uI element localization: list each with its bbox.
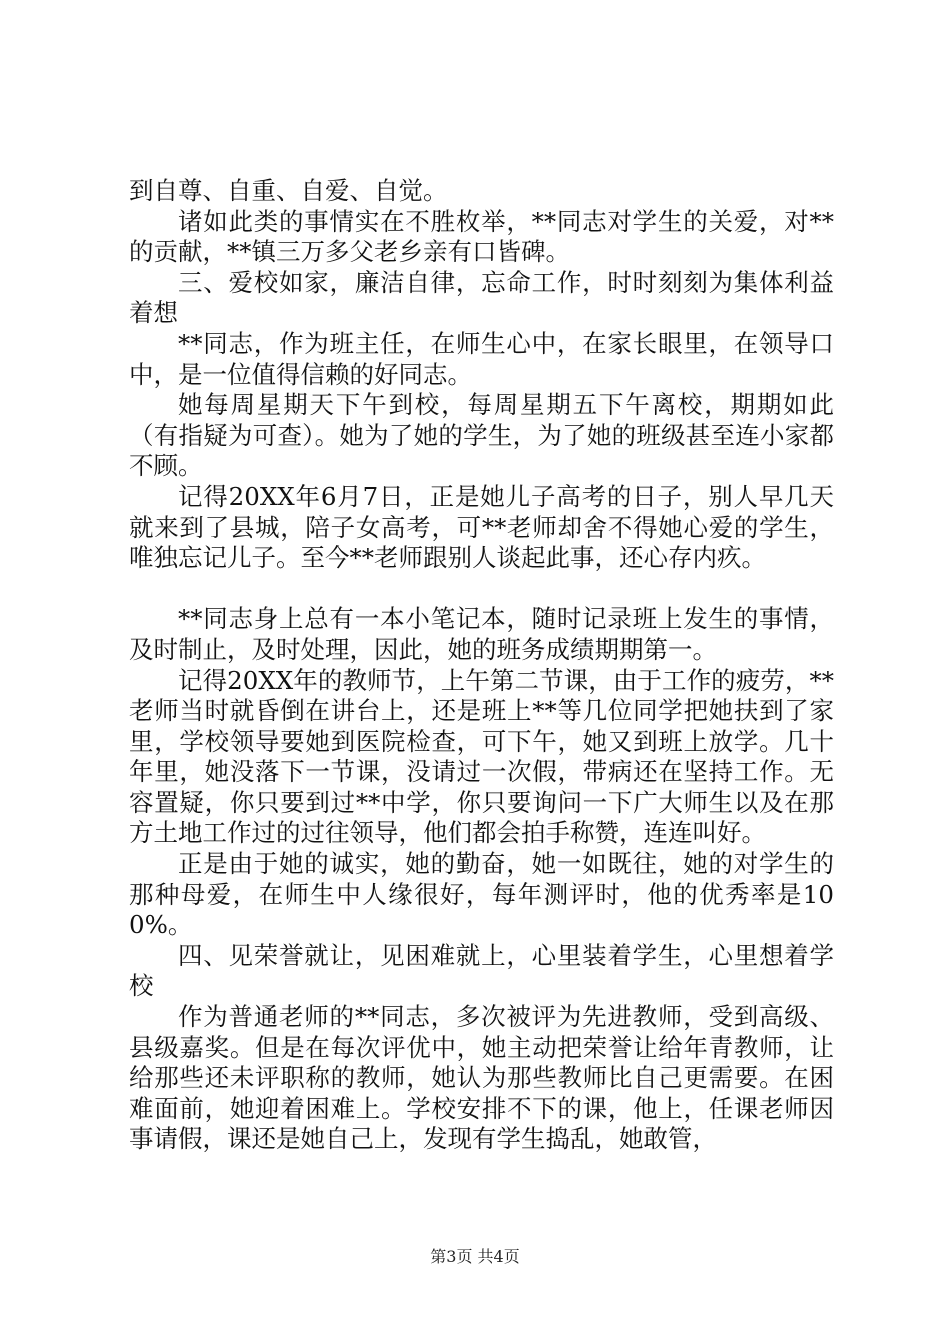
paragraph: 她每周星期天下午到校，每周星期五下午离校，期期如此（有指疑为可查）。她为了她的学生，为了她的班级甚至连小家都不顾。 [129,390,834,481]
document-body [129,176,834,1155]
paragraph: **同志身上总有一本小笔记本，随时记录班上发生的事情，及时制止，及时处理，因此，她的班务成绩期期第一。 [129,604,834,664]
section-heading: 四、见荣誉就让，见困难就上，心里装着学生，心里想着学校 [129,940,834,1001]
paragraph: 诸如此类的事情实在不胜枚举，**同志对学生的关爱，对**的贡献，**镇三万多父老乡亲有口皆碑。 [129,206,834,267]
paragraph: **同志，作为班主任，在师生心中，在家长眼里，在领导口中，是一位值得信赖的好同志。 [129,328,834,389]
blank-line [129,574,834,605]
paragraph: 正是由于她的诚实，她的勤奋，她一如既往，她的对学生的那种母爱，在师生中人缘很好，每年测评时，他的优秀率是100%。 [129,849,834,940]
paragraph: 到自尊、自重、自爱、自觉。 [129,176,448,205]
page-footer: 第3页 共4页 [430,1247,520,1266]
paragraph: 记得20XX年6月7日，正是她儿子高考的日子，别人早几天就来到了县城，陪子女高考，可**老师却舍不得她心爱的学生，唯独忘记儿子。至今**老师跟别人谈起此事，还心存内疚。 [129,481,834,573]
paragraph: 作为普通老师的**同志，多次被评为先进教师，受到高级、县级嘉奖。但是在每次评优中，她主动把荣誉让给年青教师，让给那些还未评职称的教师，她认为那些教师比自己更需要。在困难面前，她迎着困难上。学校安排不下的课，他上，任课老师因事请假，课还是她自己上，发现有学生捣乱，她敢管， [129,1002,834,1154]
paragraph: 记得20XX年的教师节，上午第二节课，由于工作的疲劳，**老师当时就昏倒在讲台上，还是班上**等几位同学把她扶到了家里，学校领导要她到医院检查，可下午，她又到班上放学。几十年里，她没落下一节课，没请过一次假，带病还在坚持工作。无容置疑，你只要到过**中学，你只要询问一下广大师生以及在那方土地工作过的过往领导，他们都会拍手称赞，连连叫好。 [129,665,834,848]
section-heading: 三、爱校如家，廉洁自律，忘命工作，时时刻刻为集体利益着想 [129,267,834,328]
